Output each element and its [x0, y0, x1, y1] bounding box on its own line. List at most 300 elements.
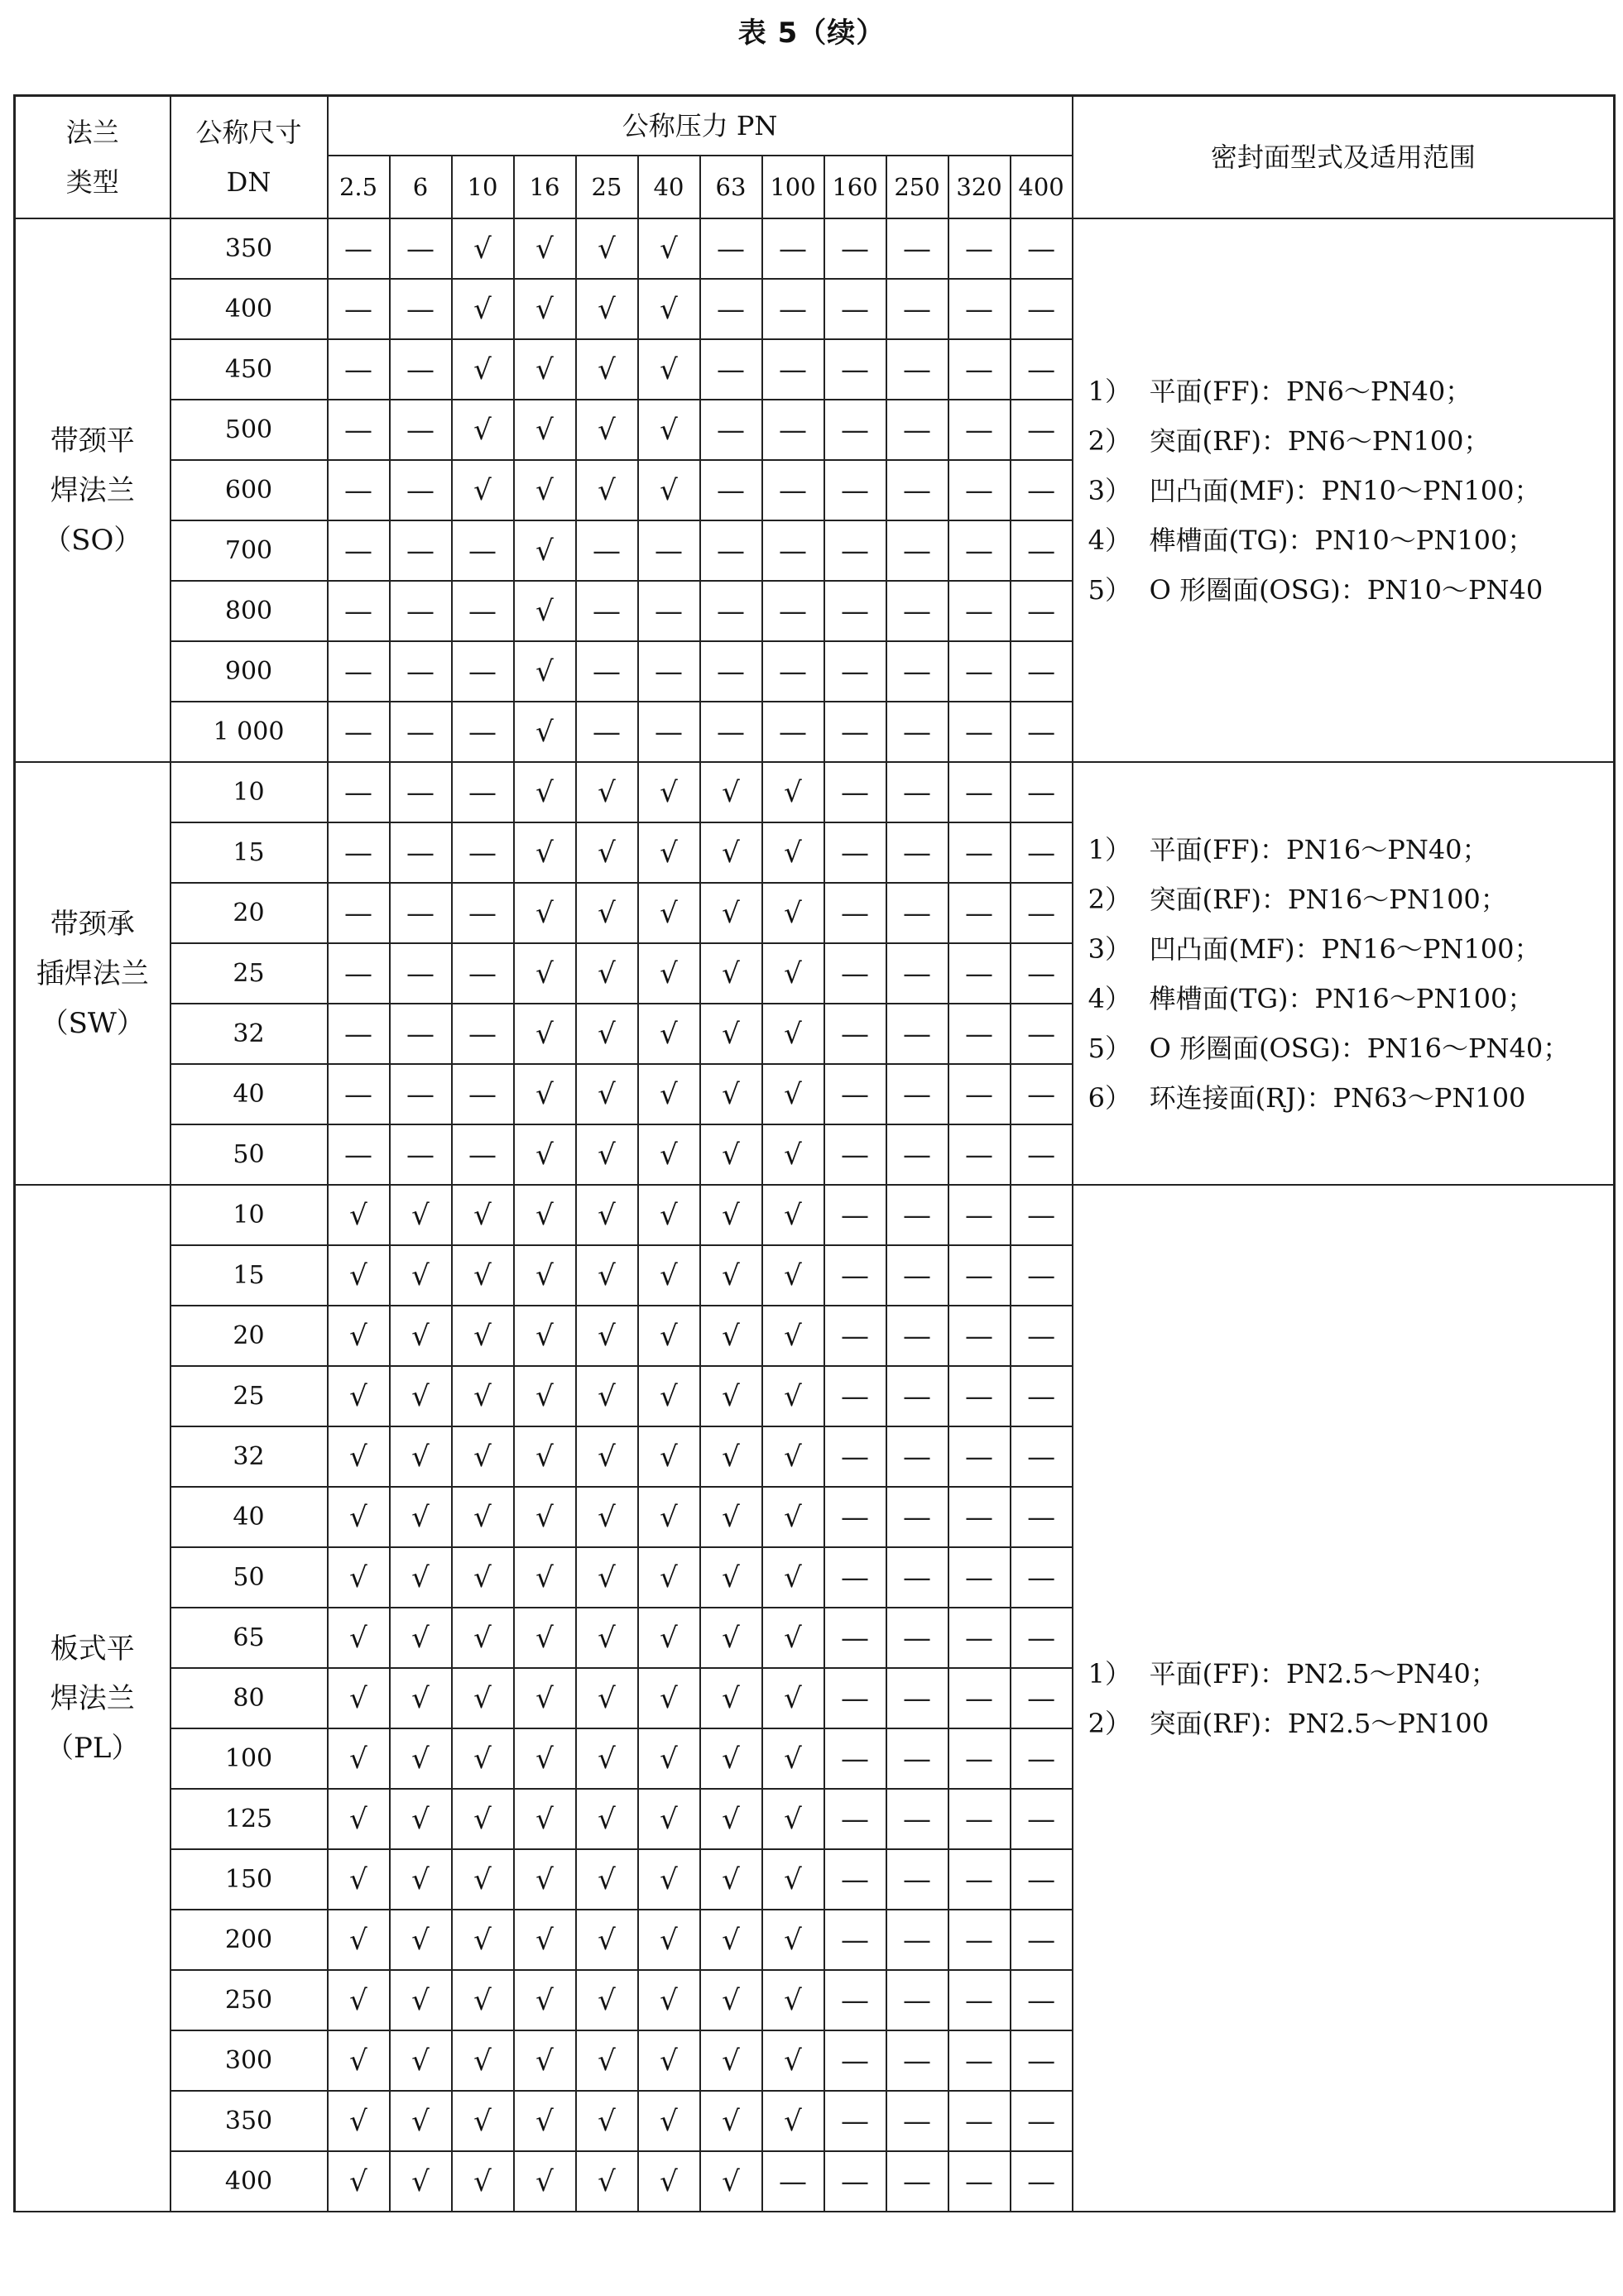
check-mark-cell: √: [452, 1547, 514, 1608]
dash-cell: —: [328, 1124, 390, 1185]
dash-cell: —: [886, 1608, 948, 1668]
dash-cell: —: [576, 702, 638, 762]
dash-cell: —: [1011, 218, 1073, 279]
header-pn-value: 16: [514, 156, 576, 218]
dash-cell: —: [390, 762, 452, 822]
nominal-size-cell: 400: [170, 279, 328, 339]
dash-cell: —: [1011, 1910, 1073, 1970]
check-mark-cell: √: [452, 1789, 514, 1849]
sealing-scope-cell: [1073, 762, 1615, 1185]
dash-cell: —: [762, 702, 824, 762]
check-mark-cell: √: [700, 822, 762, 883]
check-mark-cell: √: [514, 1004, 576, 1064]
check-mark-cell: √: [638, 2151, 700, 2212]
dash-cell: —: [948, 1487, 1011, 1547]
dash-cell: —: [948, 1004, 1011, 1064]
dash-cell: —: [452, 1004, 514, 1064]
header-pn-value: 320: [948, 156, 1011, 218]
check-mark-cell: √: [576, 400, 638, 460]
dash-cell: —: [328, 1064, 390, 1124]
dash-cell: —: [886, 1970, 948, 2030]
dash-cell: —: [824, 400, 886, 460]
check-mark-cell: √: [452, 460, 514, 520]
dash-cell: —: [328, 460, 390, 520]
check-mark-cell: √: [452, 2091, 514, 2151]
check-mark-cell: √: [576, 822, 638, 883]
check-mark-cell: √: [700, 1668, 762, 1728]
check-mark-cell: √: [390, 1608, 452, 1668]
scope-item-text: 榫槽面(TG)：PN16～PN100；: [1149, 982, 1534, 1014]
scope-item-text: 凹凸面(MF)：PN16～PN100；: [1149, 932, 1541, 965]
dash-cell: —: [452, 1124, 514, 1185]
dash-cell: —: [824, 460, 886, 520]
check-mark-cell: √: [514, 2091, 576, 2151]
dash-cell: —: [948, 762, 1011, 822]
flange-type-line: （PL）: [46, 1731, 140, 1765]
dash-cell: —: [824, 702, 886, 762]
check-mark-cell: √: [700, 1728, 762, 1789]
scope-item-number: 4）: [1088, 524, 1132, 556]
scope-item-text: 环连接面(RJ)：PN63～PN100: [1149, 1081, 1526, 1114]
check-mark-cell: √: [452, 279, 514, 339]
check-mark-cell: √: [390, 1547, 452, 1608]
nominal-size-cell: 125: [170, 1789, 328, 1849]
dash-cell: —: [638, 520, 700, 581]
check-mark-cell: √: [452, 1366, 514, 1426]
dash-cell: —: [1011, 943, 1073, 1004]
check-mark-cell: √: [700, 1849, 762, 1910]
dash-cell: —: [824, 1185, 886, 1245]
nominal-size-cell: 350: [170, 2091, 328, 2151]
nominal-size-cell: 50: [170, 1124, 328, 1185]
check-mark-cell: √: [762, 1426, 824, 1487]
dash-cell: —: [886, 1185, 948, 1245]
dash-cell: —: [824, 822, 886, 883]
check-mark-cell: √: [514, 2030, 576, 2091]
dash-cell: —: [390, 218, 452, 279]
dash-cell: —: [390, 883, 452, 943]
dash-cell: —: [948, 1608, 1011, 1668]
nominal-size-cell: 200: [170, 1910, 328, 1970]
check-mark-cell: √: [514, 1124, 576, 1185]
check-mark-cell: √: [514, 339, 576, 400]
check-mark-cell: √: [762, 1366, 824, 1426]
check-mark-cell: √: [638, 1245, 700, 1306]
dash-cell: —: [886, 2030, 948, 2091]
check-mark-cell: √: [700, 1789, 762, 1849]
check-mark-cell: √: [638, 943, 700, 1004]
check-mark-cell: √: [390, 1910, 452, 1970]
dash-cell: —: [390, 279, 452, 339]
dash-cell: —: [948, 822, 1011, 883]
dash-cell: —: [824, 1426, 886, 1487]
scope-item-number: 1）: [1088, 375, 1132, 407]
check-mark-cell: √: [638, 460, 700, 520]
nominal-size-cell: 40: [170, 1487, 328, 1547]
check-mark-cell: √: [390, 1728, 452, 1789]
check-mark-cell: √: [638, 339, 700, 400]
check-mark-cell: √: [762, 1064, 824, 1124]
check-mark-cell: √: [638, 1185, 700, 1245]
dash-cell: —: [886, 641, 948, 702]
check-mark-cell: √: [514, 762, 576, 822]
check-mark-cell: √: [700, 1608, 762, 1668]
check-mark-cell: √: [576, 1849, 638, 1910]
check-mark-cell: √: [762, 883, 824, 943]
dash-cell: —: [886, 1245, 948, 1306]
check-mark-cell: √: [576, 1004, 638, 1064]
nominal-size-cell: 600: [170, 460, 328, 520]
header-pn-value: 10: [452, 156, 514, 218]
flange-type-line: 插焊法兰: [36, 956, 149, 990]
dash-cell: —: [886, 1004, 948, 1064]
nominal-size-cell: 500: [170, 400, 328, 460]
check-mark-cell: √: [762, 1004, 824, 1064]
scope-item-number: 1）: [1088, 833, 1132, 865]
check-mark-cell: √: [700, 883, 762, 943]
dash-cell: —: [948, 2151, 1011, 2212]
dash-cell: —: [1011, 1064, 1073, 1124]
dash-cell: —: [948, 943, 1011, 1004]
dash-cell: —: [762, 279, 824, 339]
dash-cell: —: [1011, 2091, 1073, 2151]
check-mark-cell: √: [638, 279, 700, 339]
check-mark-cell: √: [576, 1728, 638, 1789]
dash-cell: —: [886, 400, 948, 460]
dash-cell: —: [948, 520, 1011, 581]
check-mark-cell: √: [638, 1608, 700, 1668]
check-mark-cell: √: [328, 1728, 390, 1789]
check-mark-cell: √: [514, 1366, 576, 1426]
check-mark-cell: √: [514, 1728, 576, 1789]
dash-cell: —: [762, 218, 824, 279]
dash-cell: —: [948, 1910, 1011, 1970]
nominal-size-cell: 100: [170, 1728, 328, 1789]
check-mark-cell: √: [390, 1668, 452, 1728]
dash-cell: —: [328, 1004, 390, 1064]
dash-cell: —: [948, 1547, 1011, 1608]
check-mark-cell: √: [514, 1306, 576, 1366]
dash-cell: —: [948, 460, 1011, 520]
dash-cell: —: [390, 641, 452, 702]
check-mark-cell: √: [700, 1245, 762, 1306]
dash-cell: —: [948, 1426, 1011, 1487]
nominal-size-cell: 350: [170, 218, 328, 279]
check-mark-cell: √: [700, 1124, 762, 1185]
check-mark-cell: √: [328, 1306, 390, 1366]
check-mark-cell: √: [638, 762, 700, 822]
dash-cell: —: [824, 883, 886, 943]
scope-item-text: 突面(RF)：PN16～PN100；: [1149, 883, 1507, 915]
dash-cell: —: [1011, 1849, 1073, 1910]
dash-cell: —: [762, 400, 824, 460]
dash-cell: —: [824, 1608, 886, 1668]
scope-item-text: 凹凸面(MF)：PN10～PN100；: [1149, 474, 1541, 506]
dash-cell: —: [824, 1487, 886, 1547]
check-mark-cell: √: [576, 1245, 638, 1306]
check-mark-cell: √: [390, 1306, 452, 1366]
dash-cell: —: [886, 1366, 948, 1426]
check-mark-cell: √: [638, 1004, 700, 1064]
dash-cell: —: [328, 279, 390, 339]
header-pn-value: 100: [762, 156, 824, 218]
dash-cell: —: [576, 520, 638, 581]
dash-cell: —: [824, 1366, 886, 1426]
check-mark-cell: √: [700, 943, 762, 1004]
check-mark-cell: √: [328, 1366, 390, 1426]
check-mark-cell: √: [576, 1608, 638, 1668]
header-nominal-size-line: DN: [226, 166, 271, 198]
dash-cell: —: [390, 1004, 452, 1064]
nominal-size-cell: 300: [170, 2030, 328, 2091]
dash-cell: —: [1011, 883, 1073, 943]
dash-cell: —: [948, 1789, 1011, 1849]
check-mark-cell: √: [638, 1306, 700, 1366]
dash-cell: —: [886, 1789, 948, 1849]
check-mark-cell: √: [452, 1608, 514, 1668]
scope-line: [1088, 1649, 1614, 1699]
check-mark-cell: √: [762, 1849, 824, 1910]
header-nominal-pressure: 公称压力 PN: [328, 96, 1073, 156]
check-mark-cell: √: [328, 1668, 390, 1728]
check-mark-cell: √: [514, 943, 576, 1004]
header-pn-value: 160: [824, 156, 886, 218]
dash-cell: —: [948, 279, 1011, 339]
check-mark-cell: √: [762, 822, 824, 883]
nominal-size-cell: 25: [170, 943, 328, 1004]
check-mark-cell: √: [638, 822, 700, 883]
dash-cell: —: [762, 339, 824, 400]
check-mark-cell: √: [452, 1910, 514, 1970]
check-mark-cell: √: [638, 1849, 700, 1910]
dash-cell: —: [886, 1306, 948, 1366]
dash-cell: —: [1011, 1426, 1073, 1487]
dash-cell: —: [328, 943, 390, 1004]
scope-item-number: 6）: [1088, 1081, 1132, 1114]
check-mark-cell: √: [576, 2151, 638, 2212]
nominal-size-cell: 32: [170, 1004, 328, 1064]
dash-cell: —: [452, 883, 514, 943]
scope-item-text: 突面(RF)：PN6～PN100；: [1149, 424, 1491, 457]
dash-cell: —: [824, 520, 886, 581]
dash-cell: —: [1011, 1547, 1073, 1608]
check-mark-cell: √: [576, 1366, 638, 1426]
dash-cell: —: [948, 883, 1011, 943]
check-mark-cell: √: [638, 2030, 700, 2091]
check-mark-cell: √: [514, 581, 576, 641]
dash-cell: —: [762, 460, 824, 520]
dash-cell: —: [700, 400, 762, 460]
dash-cell: —: [886, 2091, 948, 2151]
dash-cell: —: [390, 520, 452, 581]
dash-cell: —: [1011, 339, 1073, 400]
dash-cell: —: [328, 641, 390, 702]
dash-cell: —: [1011, 1004, 1073, 1064]
check-mark-cell: √: [576, 218, 638, 279]
dash-cell: —: [1011, 1668, 1073, 1728]
dash-cell: —: [1011, 1487, 1073, 1547]
nominal-size-cell: 15: [170, 1245, 328, 1306]
check-mark-cell: √: [700, 1487, 762, 1547]
dash-cell: —: [824, 1004, 886, 1064]
check-mark-cell: √: [452, 1849, 514, 1910]
dash-cell: —: [886, 943, 948, 1004]
check-mark-cell: √: [390, 2030, 452, 2091]
check-mark-cell: √: [576, 762, 638, 822]
scope-item-number: 4）: [1088, 982, 1132, 1014]
check-mark-cell: √: [390, 1245, 452, 1306]
table-row: [15, 1185, 1615, 1245]
dash-cell: —: [948, 2030, 1011, 2091]
check-mark-cell: √: [390, 1789, 452, 1849]
check-mark-cell: √: [576, 1064, 638, 1124]
dash-cell: —: [700, 581, 762, 641]
check-mark-cell: √: [576, 2091, 638, 2151]
flange-type-line: （SW）: [40, 1006, 145, 1040]
check-mark-cell: √: [514, 1487, 576, 1547]
check-mark-cell: √: [514, 702, 576, 762]
check-mark-cell: √: [762, 1124, 824, 1185]
check-mark-cell: √: [638, 1728, 700, 1789]
dash-cell: —: [824, 1306, 886, 1366]
nominal-size-cell: 40: [170, 1064, 328, 1124]
check-mark-cell: √: [576, 1124, 638, 1185]
check-mark-cell: √: [514, 1547, 576, 1608]
dash-cell: —: [576, 581, 638, 641]
check-mark-cell: √: [700, 1306, 762, 1366]
dash-cell: —: [452, 762, 514, 822]
dash-cell: —: [824, 1970, 886, 2030]
scope-item-text: O 形圈面(OSG)：PN10～PN40: [1149, 573, 1544, 606]
nominal-size-cell: 50: [170, 1547, 328, 1608]
dash-cell: —: [328, 520, 390, 581]
check-mark-cell: √: [452, 218, 514, 279]
check-mark-cell: √: [638, 218, 700, 279]
check-mark-cell: √: [452, 1728, 514, 1789]
dash-cell: —: [948, 581, 1011, 641]
check-mark-cell: √: [700, 762, 762, 822]
dash-cell: —: [762, 641, 824, 702]
dash-cell: —: [1011, 1245, 1073, 1306]
dash-cell: —: [824, 339, 886, 400]
dash-cell: —: [824, 2151, 886, 2212]
dash-cell: —: [576, 641, 638, 702]
dash-cell: —: [452, 702, 514, 762]
dash-cell: —: [948, 1124, 1011, 1185]
dash-cell: —: [390, 400, 452, 460]
dash-cell: —: [886, 1487, 948, 1547]
flange-type-line: 焊法兰: [50, 1681, 135, 1715]
check-mark-cell: √: [390, 1487, 452, 1547]
dash-cell: —: [948, 218, 1011, 279]
scope-item-text: 平面(FF)：PN2.5～PN40；: [1149, 1657, 1497, 1690]
dash-cell: —: [948, 1668, 1011, 1728]
check-mark-cell: √: [576, 1668, 638, 1728]
dash-cell: —: [638, 641, 700, 702]
nominal-size-cell: 10: [170, 762, 328, 822]
check-mark-cell: √: [452, 1245, 514, 1306]
dash-cell: —: [886, 1728, 948, 1789]
dash-cell: —: [1011, 702, 1073, 762]
dash-cell: —: [948, 1064, 1011, 1124]
check-mark-cell: √: [638, 1668, 700, 1728]
dash-cell: —: [824, 1064, 886, 1124]
check-mark-cell: √: [576, 279, 638, 339]
header-pn-value: 400: [1011, 156, 1073, 218]
check-mark-cell: √: [700, 1004, 762, 1064]
dash-cell: —: [762, 581, 824, 641]
dash-cell: —: [824, 2030, 886, 2091]
dash-cell: —: [390, 943, 452, 1004]
header-flange-type-line: 法兰: [65, 117, 119, 148]
dash-cell: —: [824, 1245, 886, 1306]
dash-cell: —: [1011, 1970, 1073, 2030]
dash-cell: —: [1011, 581, 1073, 641]
dash-cell: —: [1011, 1366, 1073, 1426]
check-mark-cell: √: [638, 400, 700, 460]
check-mark-cell: √: [390, 2151, 452, 2212]
check-mark-cell: √: [700, 1910, 762, 1970]
check-mark-cell: √: [390, 1849, 452, 1910]
check-mark-cell: √: [514, 1185, 576, 1245]
check-mark-cell: √: [514, 822, 576, 883]
check-mark-cell: √: [514, 218, 576, 279]
check-mark-cell: √: [514, 2151, 576, 2212]
check-mark-cell: √: [762, 1487, 824, 1547]
scope-line: [1088, 924, 1614, 974]
check-mark-cell: √: [576, 460, 638, 520]
dash-cell: —: [390, 822, 452, 883]
dash-cell: —: [824, 2091, 886, 2151]
check-mark-cell: √: [576, 1487, 638, 1547]
check-mark-cell: √: [328, 1245, 390, 1306]
dash-cell: —: [700, 339, 762, 400]
flange-type-line: （SO）: [43, 523, 142, 557]
dash-cell: —: [948, 339, 1011, 400]
scope-item-number: 5）: [1088, 1032, 1132, 1064]
check-mark-cell: √: [762, 1306, 824, 1366]
dash-cell: —: [638, 581, 700, 641]
dash-cell: —: [452, 1064, 514, 1124]
check-mark-cell: √: [700, 2151, 762, 2212]
check-mark-cell: √: [762, 1910, 824, 1970]
nominal-size-cell: 900: [170, 641, 328, 702]
check-mark-cell: √: [638, 1064, 700, 1124]
scope-line: [1088, 515, 1614, 565]
scope-item-number: 3）: [1088, 474, 1132, 506]
dash-cell: —: [886, 1910, 948, 1970]
dash-cell: —: [390, 1064, 452, 1124]
dash-cell: —: [886, 581, 948, 641]
scope-item-text: 突面(RF)：PN2.5～PN100: [1149, 1707, 1489, 1739]
check-mark-cell: √: [638, 1426, 700, 1487]
check-mark-cell: √: [328, 2091, 390, 2151]
dash-cell: —: [824, 641, 886, 702]
scope-item-text: 平面(FF)：PN16～PN40；: [1149, 833, 1489, 865]
check-mark-cell: √: [390, 1426, 452, 1487]
flange-type-line: 带颈平: [50, 424, 135, 458]
dash-cell: —: [452, 581, 514, 641]
dash-cell: —: [390, 339, 452, 400]
check-mark-cell: √: [762, 1970, 824, 2030]
check-mark-cell: √: [700, 1547, 762, 1608]
nominal-size-cell: 1 000: [170, 702, 328, 762]
check-mark-cell: √: [576, 1789, 638, 1849]
scope-item-text: O 形圈面(OSG)：PN16～PN40；: [1149, 1032, 1570, 1064]
check-mark-cell: √: [576, 1910, 638, 1970]
dash-cell: —: [824, 1124, 886, 1185]
check-mark-cell: √: [762, 1608, 824, 1668]
